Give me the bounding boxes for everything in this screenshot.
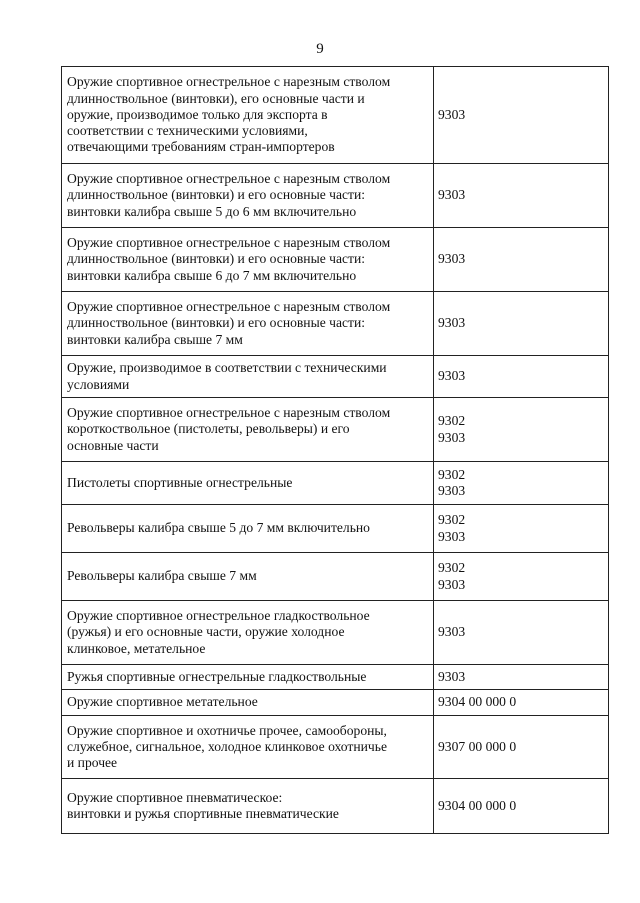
item-description xyxy=(62,228,434,292)
tnved-code: 9303 xyxy=(438,429,466,445)
item-description xyxy=(62,716,434,779)
description-line: Оружие спортивное огнестрельное с нарезным стволом xyxy=(67,405,391,421)
description-line: Оружие спортивное и охотничье прочее, самообороны, xyxy=(67,722,387,738)
description-line: соответствии с техническими условиями, xyxy=(67,123,308,139)
tnved-code: 9303 xyxy=(438,668,466,684)
table-body xyxy=(62,67,609,834)
tnved-code-cell xyxy=(434,505,609,553)
description-line: короткоствольное (пистолеты, револьверы) и его xyxy=(67,421,350,437)
tnved-code: 9303 xyxy=(438,106,466,122)
tnved-code-cell xyxy=(434,228,609,292)
item-description xyxy=(62,665,434,690)
tnved-code-cell xyxy=(434,398,609,462)
description-line: Револьверы калибра свыше 7 мм xyxy=(67,568,257,584)
table-row xyxy=(62,398,609,462)
description-line: длинноствольное (винтовки) и его основные части: xyxy=(67,251,366,267)
description-line: Оружие спортивное огнестрельное с нарезным стволом xyxy=(67,171,391,187)
tnved-code-cell xyxy=(434,292,609,356)
description-line: Оружие спортивное огнестрельное гладкоствольное xyxy=(67,608,370,624)
description-line: длинноствольное (винтовки), его основные части и xyxy=(67,90,365,106)
description-line: Оружие спортивное огнестрельное с нарезным стволом xyxy=(67,235,391,251)
tnved-code: 9303 xyxy=(438,576,466,592)
table-row xyxy=(62,228,609,292)
description-line: (ружья) и его основные части, оружие холодное xyxy=(67,624,345,640)
tnved-code-cell xyxy=(434,164,609,228)
description-line: оружие, производимое только для экспорта в xyxy=(67,106,328,122)
weapons-tnved-table xyxy=(61,66,609,834)
description-line: Оружие спортивное пневматическое: xyxy=(67,789,283,805)
table-row xyxy=(62,690,609,716)
description-line: отвечающими требованиям стран-импортеров xyxy=(67,139,335,155)
tnved-code-cell xyxy=(434,601,609,665)
tnved-code: 9303 xyxy=(438,528,466,544)
description-line: служебное, сигнальное, холодное клинковое охотничье xyxy=(67,738,387,754)
tnved-code-cell xyxy=(434,67,609,164)
tnved-code-cell xyxy=(434,665,609,690)
item-description xyxy=(62,601,434,665)
tnved-code-cell xyxy=(434,716,609,779)
item-description xyxy=(62,553,434,601)
item-description xyxy=(62,690,434,716)
tnved-code: 9303 xyxy=(438,187,466,203)
description-line: Оружие спортивное огнестрельное с нарезным стволом xyxy=(67,74,391,90)
description-line: винтовки калибра свыше 6 до 7 мм включительно xyxy=(67,267,357,283)
tnved-code-cell xyxy=(434,553,609,601)
item-description xyxy=(62,779,434,834)
item-description xyxy=(62,505,434,553)
tnved-code: 9303 xyxy=(438,483,466,498)
table-row xyxy=(62,164,609,228)
description-line: Ружья спортивные огнестрельные гладкоствольные xyxy=(67,668,367,684)
description-line: длинноствольное (винтовки) и его основные части: xyxy=(67,315,366,331)
tnved-code: 9307 00 000 0 xyxy=(438,738,517,754)
description-line: винтовки калибра свыше 5 до 6 мм включительно xyxy=(67,203,357,219)
tnved-code: 9303 xyxy=(438,251,466,267)
tnved-code: 9302 xyxy=(438,413,466,429)
item-description xyxy=(62,164,434,228)
tnved-code: 9303 xyxy=(438,624,466,640)
table-row xyxy=(62,716,609,779)
table-row xyxy=(62,462,609,505)
description-line: условиями xyxy=(67,376,130,392)
item-description xyxy=(62,462,434,505)
description-line: длинноствольное (винтовки) и его основные части: xyxy=(67,187,366,203)
item-description xyxy=(62,356,434,398)
tnved-code-cell xyxy=(434,690,609,716)
tnved-code: 9303 xyxy=(438,315,466,331)
description-line: Оружие спортивное огнестрельное с нарезным стволом xyxy=(67,299,391,315)
table-row xyxy=(62,665,609,690)
description-line: Револьверы калибра свыше 5 до 7 мм включительно xyxy=(67,520,370,536)
tnved-code: 9304 00 000 0 xyxy=(438,797,517,813)
item-description xyxy=(62,292,434,356)
description-line: клинковое, метательное xyxy=(67,640,206,656)
description-line: винтовки калибра свыше 7 мм xyxy=(67,331,243,347)
table-row xyxy=(62,601,609,665)
table-row xyxy=(62,292,609,356)
tnved-code: 9304 00 000 0 xyxy=(438,694,517,710)
table-row xyxy=(62,67,609,164)
description-line: основные части xyxy=(67,437,159,453)
description-line: Пистолеты спортивные огнестрельные xyxy=(67,474,293,490)
item-description xyxy=(62,398,434,462)
description-line: и прочее xyxy=(67,755,118,771)
description-line: Оружие, производимое в соответствии с техническими xyxy=(67,360,387,376)
description-line: Оружие спортивное метательное xyxy=(67,694,258,710)
tnved-code: 9302 xyxy=(438,466,466,482)
tnved-code: 9303 xyxy=(438,368,466,384)
table-row xyxy=(62,779,609,834)
tnved-code-cell xyxy=(434,779,609,834)
tnved-code-cell xyxy=(434,462,609,505)
table-row xyxy=(62,505,609,553)
table-row xyxy=(62,356,609,398)
tnved-code: 9302 xyxy=(438,560,466,576)
item-description xyxy=(62,67,434,164)
tnved-code-cell xyxy=(434,356,609,398)
page-number: 9 xyxy=(316,41,324,57)
table-row xyxy=(62,553,609,601)
tnved-code: 9302 xyxy=(438,512,466,528)
description-line: винтовки и ружья спортивные пневматические xyxy=(67,806,339,821)
